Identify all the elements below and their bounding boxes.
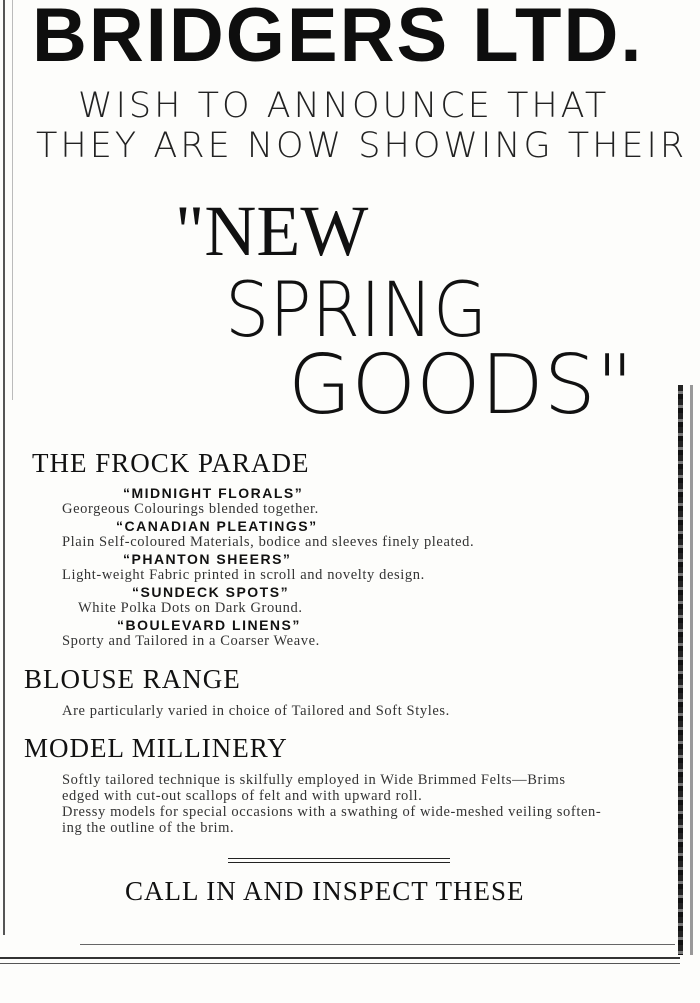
blouse-range-description: Are particularly varied in choice of Tailored and Soft Styles.: [62, 703, 450, 719]
page-edge-right-outer: [690, 385, 693, 955]
frock-item-description: White Polka Dots on Dark Ground.: [78, 600, 303, 616]
bottom-rule-thin: [80, 944, 675, 945]
headline-new: "NEW: [175, 191, 369, 271]
frock-item-name: “BOULEVARD LINENS”: [117, 617, 301, 633]
frock-item-description: Georgeous Colourings blended together.: [62, 501, 319, 517]
bottom-rule-lower: [0, 963, 680, 964]
frock-item-description: Light-weight Fabric printed in scroll and novelty design.: [62, 567, 425, 583]
announcement-line-2: THEY ARE NOW SHOWING THEIR: [36, 126, 688, 166]
frock-parade-title: THE FROCK PARADE: [32, 448, 310, 478]
call-to-action: CALL IN AND INSPECT THESE: [125, 876, 525, 906]
page-edge-right: [678, 385, 683, 955]
bottom-rule: [0, 957, 680, 959]
page-edge-left-inner: [12, 0, 13, 400]
frock-item-description: Sporty and Tailored in a Coarser Weave.: [62, 633, 320, 649]
company-name: BRIDGERS LTD.: [32, 0, 644, 78]
model-millinery-title: MODEL MILLINERY: [24, 733, 288, 763]
frock-item-description: Plain Self-coloured Materials, bodice and sleeves finely pleated.: [62, 534, 475, 550]
blouse-range-title: BLOUSE RANGE: [24, 664, 241, 694]
millinery-line: ing the outline of the brim.: [62, 820, 235, 836]
millinery-line: Dressy models for special occasions with a swathing of wide-meshed veiling soften-: [62, 804, 602, 820]
frock-item-name: “PHANTON SHEERS”: [123, 551, 292, 567]
announcement-line-1: WISH TO ANNOUNCE THAT: [78, 86, 610, 126]
headline-goods: GOODS": [288, 338, 634, 433]
page-edge-left: [3, 0, 5, 935]
frock-item-name: “SUNDECK SPOTS”: [132, 584, 290, 600]
millinery-line: edged with cut-out scallops of felt and with upward roll.: [62, 788, 423, 804]
frock-item-name: “MIDNIGHT FLORALS”: [123, 485, 304, 501]
divider-rule-top: [228, 858, 450, 859]
divider-rule-bottom: [228, 862, 450, 863]
millinery-line: Softly tailored technique is skilfully employed in Wide Brimmed Felts—Brims: [62, 772, 566, 788]
headline-spring: SPRING: [225, 265, 488, 354]
frock-item-name: “CANADIAN PLEATINGS”: [116, 518, 318, 534]
